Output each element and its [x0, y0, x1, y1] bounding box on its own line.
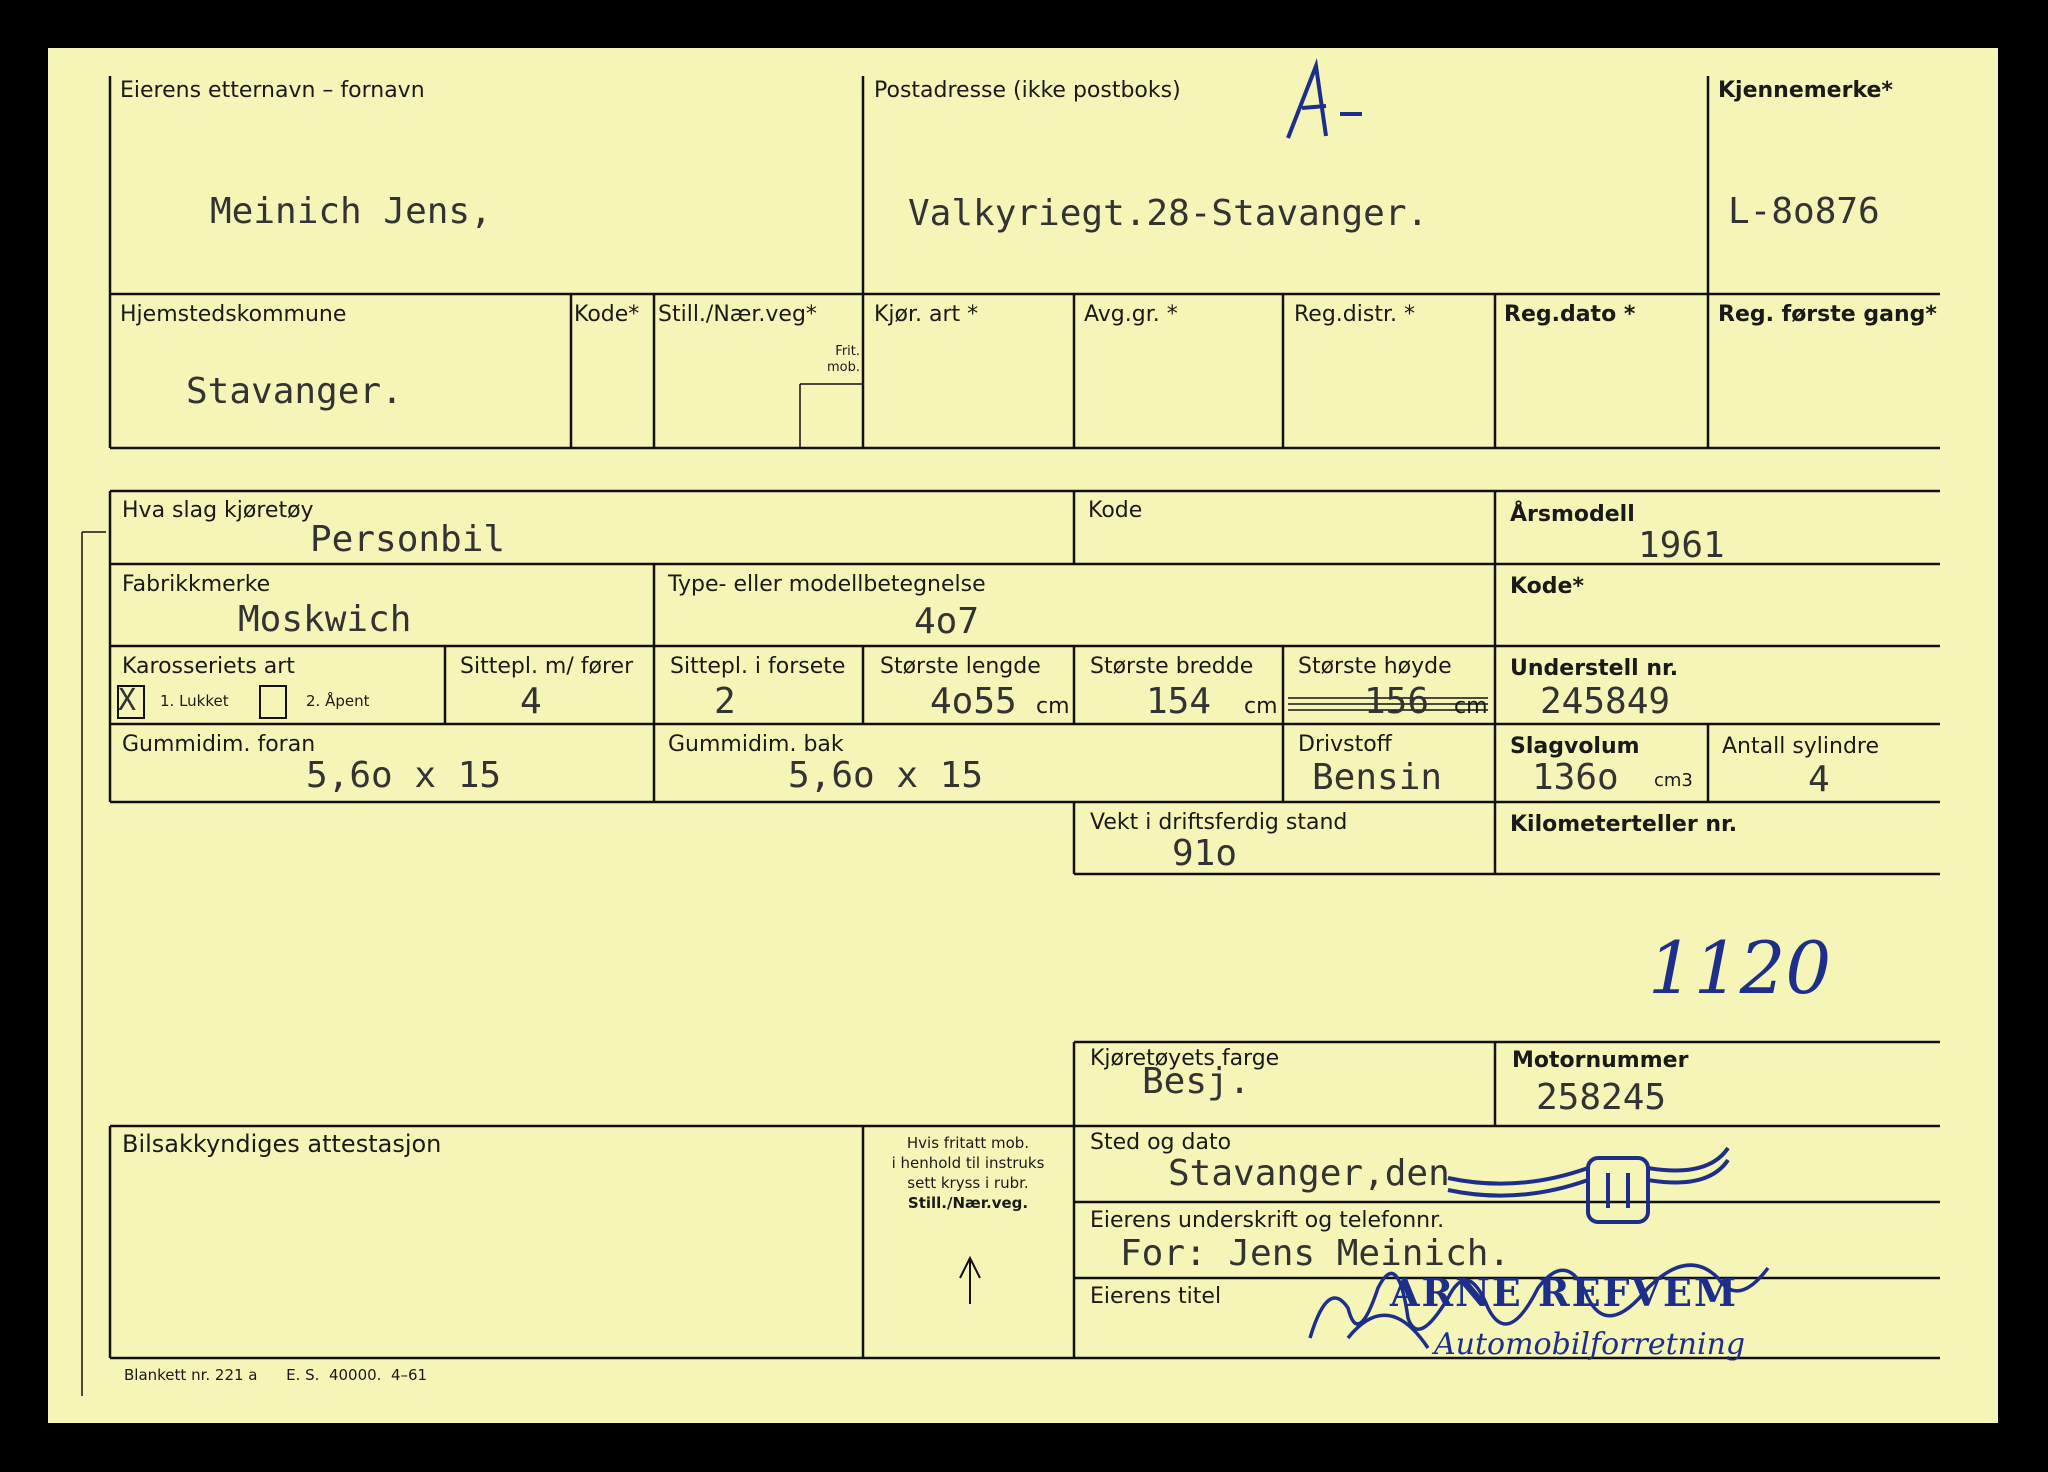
karosseri-opt1: 1. Lukket — [160, 692, 229, 710]
fritatt-note-2: i henhold til instruks — [891, 1154, 1045, 1172]
fritatt-note-1: Hvis fritatt mob. — [906, 1134, 1030, 1152]
hoyde-label: Største høyde — [1298, 654, 1452, 679]
marginal-mark — [1288, 66, 1362, 138]
sylindre-label: Antall sylindre — [1722, 734, 1880, 759]
hoyde-unit: cm — [1454, 694, 1488, 719]
stamp-name: ARNE REFVEM — [1390, 1270, 1739, 1315]
hjemsted-label: Hjemstedskommune — [120, 302, 347, 327]
underskrift-value: For: Jens Meinich. — [1120, 1233, 1511, 1274]
vekt-label: Vekt i driftsferdig stand — [1090, 810, 1348, 835]
frit-mob-label: Frit. mob. — [826, 344, 860, 375]
motornummer-value: 258245 — [1536, 1077, 1667, 1118]
slagvolum-value: 136o — [1532, 757, 1619, 798]
fabrikkmerke-label: Fabrikkmerke — [122, 572, 271, 597]
km-label: Kilometerteller nr. — [1510, 812, 1738, 837]
arsmodell-value: 1961 — [1638, 525, 1725, 566]
gummi-bak-label: Gummidim. bak — [668, 732, 844, 757]
sitteplasser-value: 4 — [520, 681, 542, 722]
type-label: Type- eller modellbetegnelse — [668, 572, 986, 597]
kode-label: Kode* — [574, 302, 640, 327]
fritatt-note-3: sett kryss i rubr. — [907, 1174, 1029, 1192]
sted-dato-label: Sted og dato — [1090, 1130, 1232, 1155]
fritatt-note-4: Still./Nær.veg. — [907, 1194, 1029, 1212]
handwritten-number: 1120 — [1648, 926, 1832, 1010]
karosseri-mark: X — [118, 683, 137, 718]
gummi-bak-value: 5,6o x 15 — [788, 755, 984, 796]
reg-dato-label: Reg.dato * — [1504, 302, 1636, 327]
karosseri-label: Karosseriets art — [122, 654, 295, 679]
bredde-value: 154 — [1146, 681, 1212, 722]
owner-label: Eierens etternavn – fornavn — [120, 78, 425, 103]
motornummer-label: Motornummer — [1512, 1048, 1689, 1073]
lengde-value: 4o55 — [930, 681, 1017, 722]
footer-text: Blankett nr. 221 a E. S. 40000. 4–61 — [124, 1366, 428, 1384]
kode2-label: Kode* — [1510, 574, 1584, 599]
stamp-sub: Automobilforretning — [1434, 1327, 1746, 1362]
reg-forste-label: Reg. første gang* — [1718, 302, 1937, 327]
farge-value: Besj. — [1142, 1061, 1251, 1102]
gummi-foran-label: Gummidim. foran — [122, 732, 316, 757]
farge-label: Kjøretøyets farge — [1090, 1046, 1280, 1071]
gummi-foran-value: 5,6o x 15 — [306, 755, 502, 796]
bredde-unit: cm — [1244, 694, 1278, 719]
hoyde-value: 156 — [1364, 681, 1430, 722]
hjemsted-value: Stavanger. — [186, 371, 403, 412]
stamp-emblem — [1448, 1148, 1728, 1222]
vehicle-kode-label: Kode — [1088, 498, 1143, 523]
karosseri-opt2: 2. Åpent — [306, 692, 370, 710]
sitteplasser-label: Sittepl. m/ fører — [460, 654, 634, 679]
understell-value: 245849 — [1540, 681, 1671, 722]
fabrikkmerke-value: Moskwich — [238, 599, 412, 640]
registration-card — [48, 48, 1998, 1423]
sylindre-value: 4 — [1808, 759, 1830, 800]
forsete-label: Sittepl. i forsete — [670, 654, 846, 679]
vekt-value: 91o — [1172, 833, 1238, 874]
avg-gr-label: Avg.gr. * — [1084, 302, 1178, 327]
type-value: 4o7 — [914, 601, 980, 642]
underskrift-label: Eierens underskrift og telefonnr. — [1090, 1208, 1445, 1233]
slagvolum-unit: cm3 — [1654, 770, 1693, 791]
understell-label: Understell nr. — [1510, 656, 1679, 681]
attest-label: Bilsakkyndiges attestasjon — [122, 1130, 442, 1158]
bredde-label: Største bredde — [1090, 654, 1254, 679]
forsete-value: 2 — [714, 681, 736, 722]
drivstoff-label: Drivstoff — [1298, 732, 1392, 757]
reg-distr-label: Reg.distr. * — [1294, 302, 1415, 327]
registration-mark-label: Kjennemerke* — [1718, 78, 1893, 103]
hva-slag-label: Hva slag kjøretøy — [122, 498, 314, 523]
owner-value: Meinich Jens, — [210, 191, 492, 232]
arsmodell-label: Årsmodell — [1510, 502, 1635, 527]
address-label: Postadresse (ikke postboks) — [874, 78, 1181, 103]
form-grid — [48, 48, 1998, 1423]
lengde-label: Største lengde — [880, 654, 1041, 679]
registration-mark-value: L-8o876 — [1728, 191, 1880, 232]
still-label: Still./Nær.veg* — [658, 302, 817, 327]
lengde-unit: cm — [1036, 694, 1070, 719]
sted-dato-value: Stavanger,den — [1168, 1153, 1450, 1194]
tittel-label: Eierens titel — [1090, 1284, 1222, 1309]
kjor-art-label: Kjør. art * — [874, 302, 979, 327]
address-value: Valkyriegt.28-Stavanger. — [908, 193, 1429, 234]
hva-slag-value: Personbil — [310, 519, 506, 560]
slagvolum-label: Slagvolum — [1510, 734, 1640, 759]
drivstoff-value: Bensin — [1312, 757, 1443, 798]
